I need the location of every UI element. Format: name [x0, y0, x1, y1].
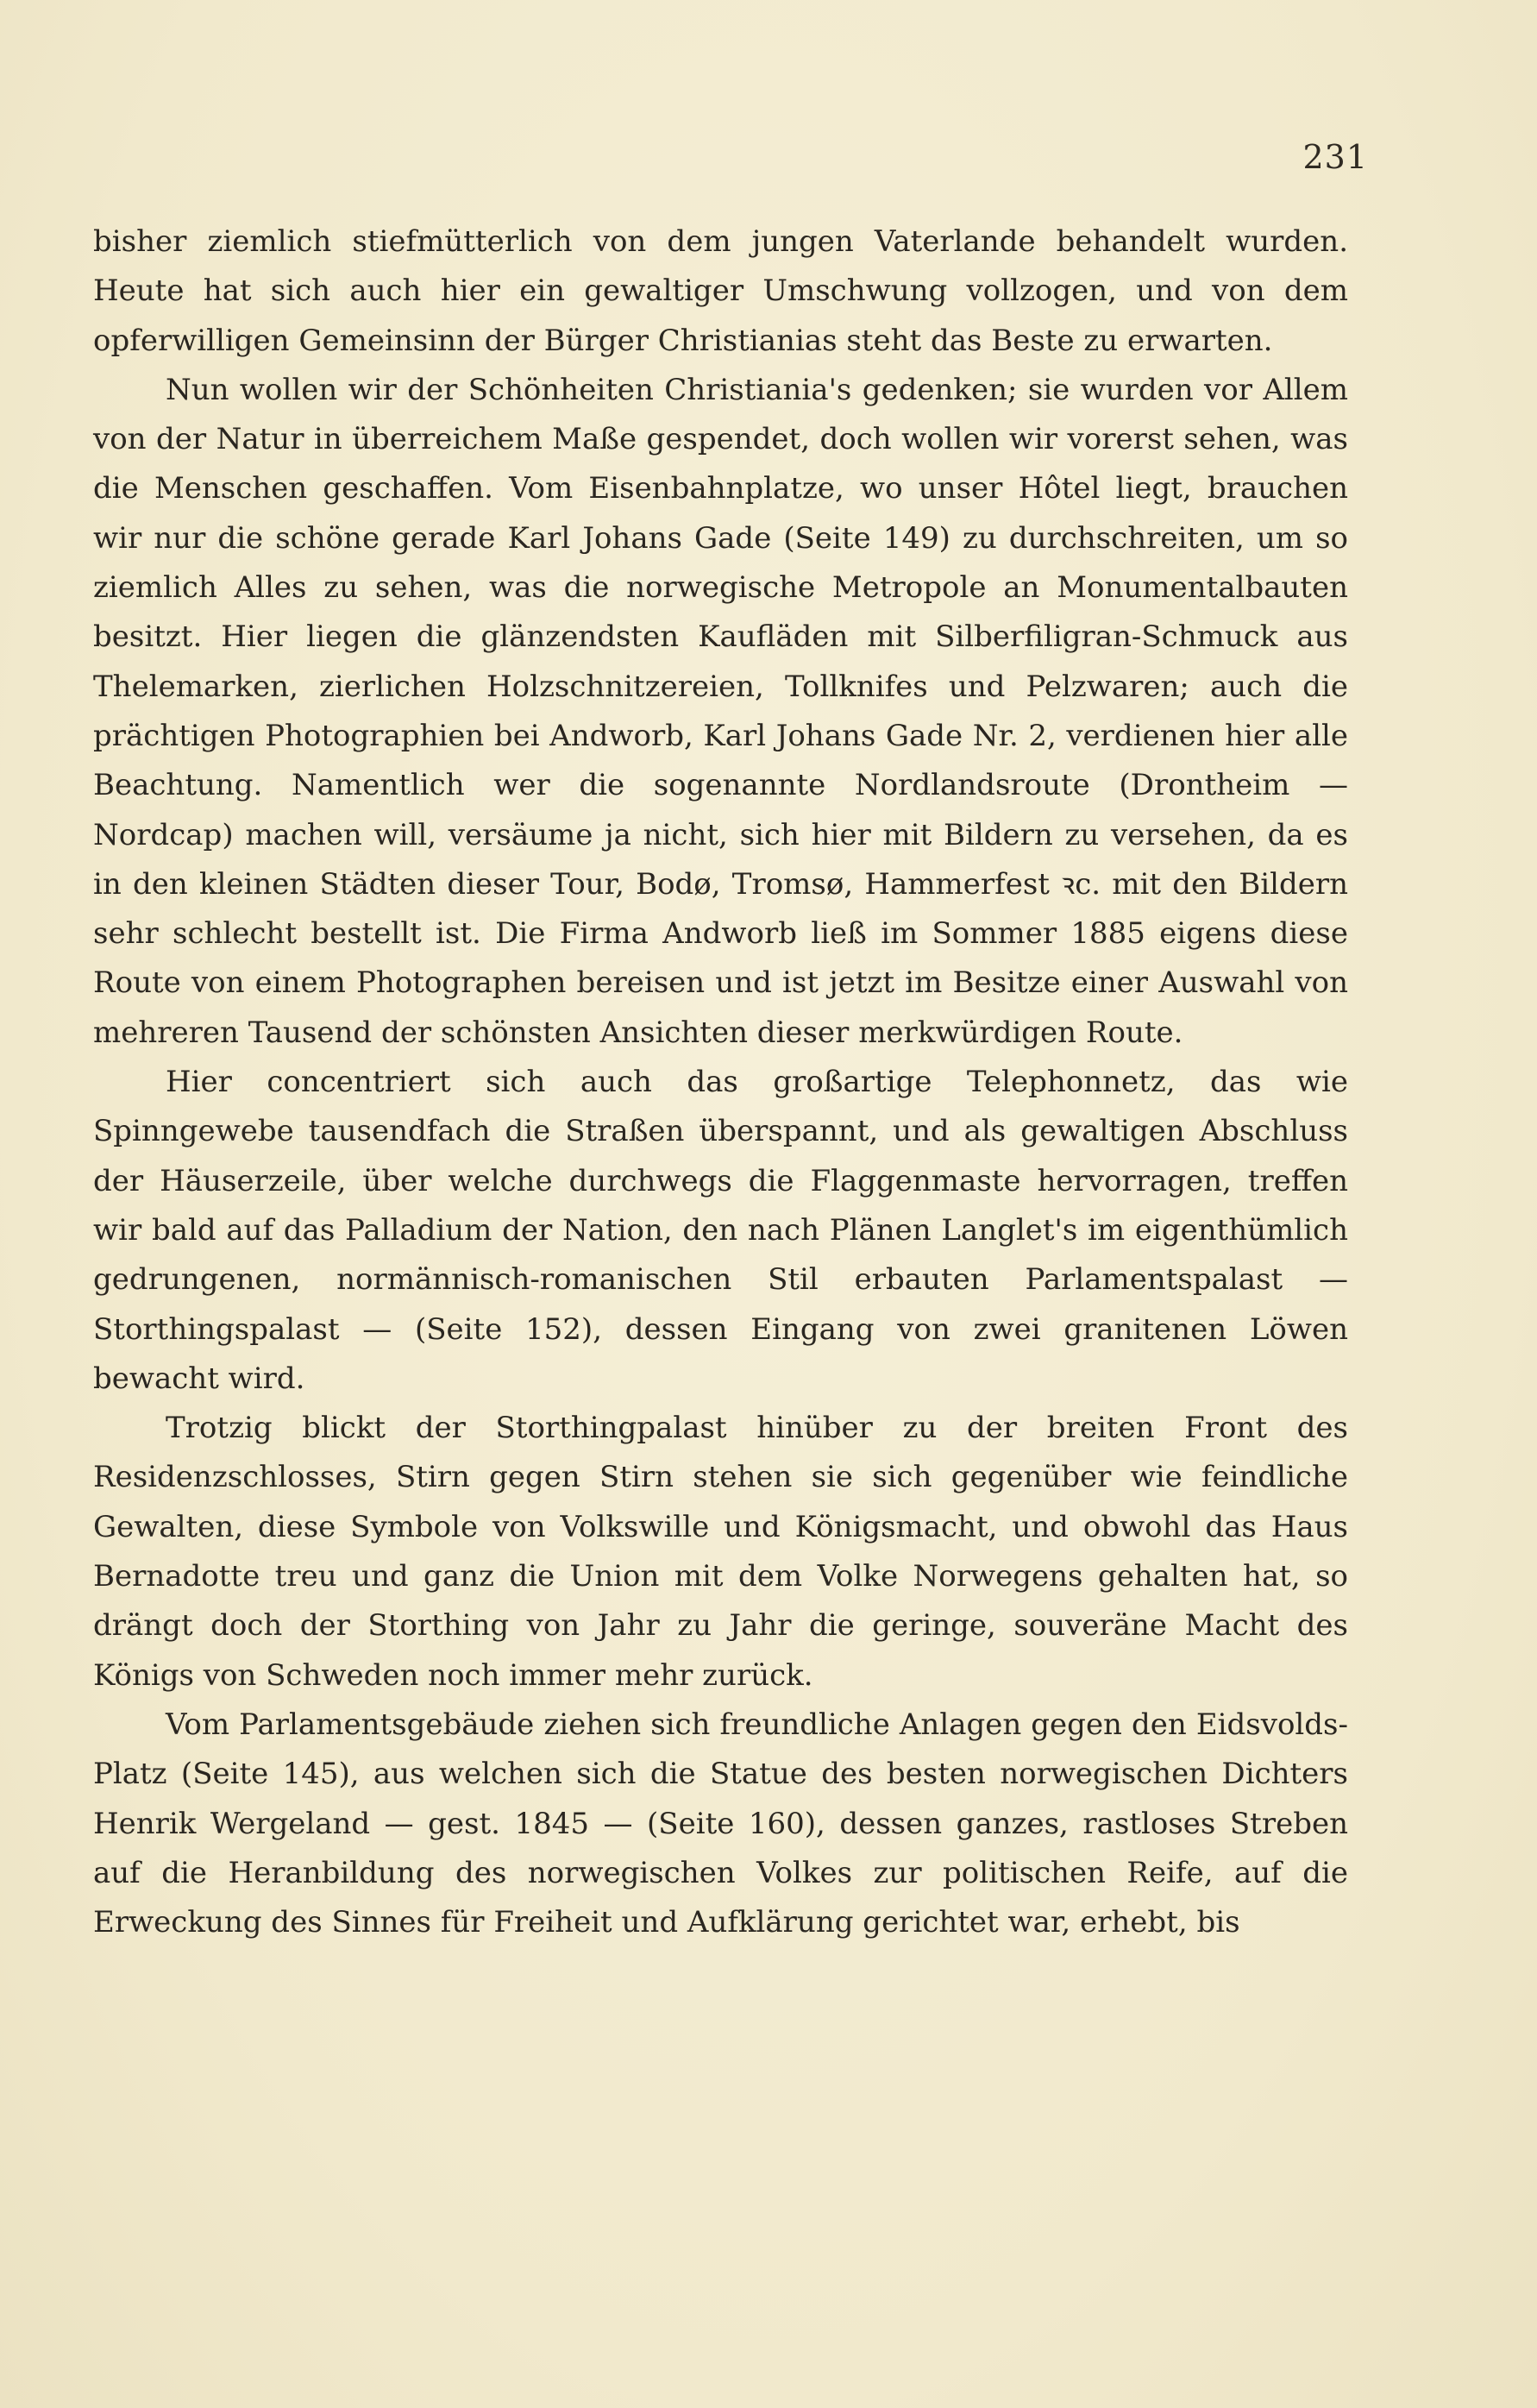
page-number: 231	[1302, 138, 1368, 176]
paragraph-4: Trotzig blickt der Storthingpalast hinüber zu der breiten Front des Residenzschlosses, Stirn gegen Stirn stehen sie sich gegenüber wie feindliche Gewalten, diese Symbole von Volkswille und Königsmacht, und obwohl das Haus Bernadotte treu und ganz die Union mit dem Volke Norwegens gehalten hat, so drängt doch der Storthing von Jahr zu Jahr die geringe, souveräne Macht des Königs von Schweden noch immer mehr zurück.	[93, 1411, 1348, 1693]
paragraph-5: Vom Parlamentsgebäude ziehen sich freundliche Anlagen gegen den Eidsvolds-Platz (Seite 145), aus welchen sich die Statue des besten norwegischen Dichters Henrik Wergeland — gest. 1845 — (Seite 160), dessen ganzes, rastloses Streben auf die Heranbildung des norwegischen Volkes zur politischen Reife, auf die Erweckung des Sinnes für Freiheit und Aufklärung gerichtet war, erhebt, bis	[93, 1707, 1348, 1940]
paragraph-3: Hier concentriert sich auch das großartige Telephonnetz, das wie Spinngewebe tausendfach die Straßen überspannt, und als gewaltigen Abschluss der Häuserzeile, über welche durchwegs die Flaggenmaste hervorragen, treffen wir bald auf das Palladium der Nation, den nach Plänen Langlet's im eigenthümlich gedrungenen, normännisch-romanischen Stil erbauten Parlamentspalast — Storthingspalast — (Seite 152), dessen Eingang von zwei granitenen Löwen bewacht wird.	[93, 1065, 1348, 1396]
body-text	[93, 217, 1348, 1947]
paragraph-1: bisher ziemlich stiefmütterlich von dem jungen Vaterlande behandelt wurden. Heute hat sich auch hier ein gewaltiger Umschwung vollzogen, und von dem opferwilligen Gemeinsinn der Bürger Christianias steht das Beste zu erwarten.	[93, 224, 1348, 358]
paragraph-2: Nun wollen wir der Schönheiten Christiania's gedenken; sie wurden vor Allem von der Natur in überreichem Maße gespendet, doch wollen wir vorerst sehen, was die Menschen geschaffen. Vom Eisenbahnplatze, wo unser Hôtel liegt, brauchen wir nur die schöne gerade Karl Johans Gade (Seite 149) zu durchschreiten, um so ziemlich Alles zu sehen, was die norwegische Metropole an Monumentalbauten besitzt. Hier liegen die glänzendsten Kaufläden mit Silberfiligran-Schmuck aus Thelemarken, zierlichen Holzschnitzereien, Tollknifes und Pelzwaren; auch die prächtigen Photographien bei Andworb, Karl Johans Gade Nr. 2, verdienen hier alle Beachtung. Namentlich wer die sogenannte Nordlandsroute (Drontheim — Nordcap) machen will, versäume ja nicht, sich hier mit Bildern zu versehen, da es in den kleinen Städten dieser Tour, Bodø, Tromsø, Hammerfest ꝛc. mit den Bildern sehr schlecht bestellt ist. Die Firma Andworb ließ im Sommer 1885 eigens diese Route von einem Photographen bereisen und ist jetzt im Besitze einer Auswahl von mehreren Tausend der schönsten Ansichten dieser merkwürdigen Route.	[93, 372, 1348, 1050]
